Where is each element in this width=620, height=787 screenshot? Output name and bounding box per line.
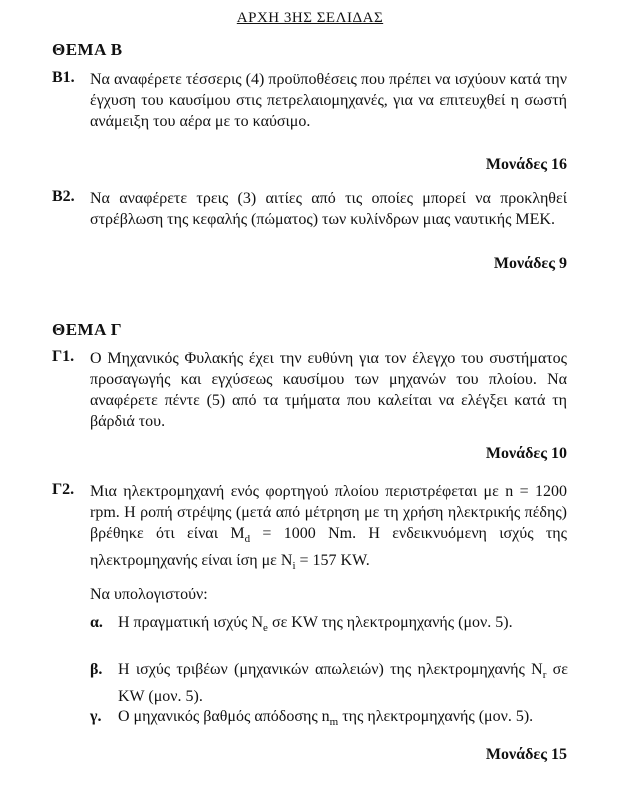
section-title-theme-b: ΘΕΜΑ Β: [52, 40, 123, 59]
question-text: Μια ηλεκτρομηχανή ενός φορτηγού πλοίου περιστρέφεται με n = 1200 rpm. Η ροπή στρέψης (μετά από μέτρηση με τη χρήση ηλεκτρικής πέδης) βρέθηκε ότι είναι $M_d = 1000$ Nm. Η ενδεικνυόμενη ισχύς της ηλεκτρομηχανής είναι ίση με $N_i = 157$ KW.: [90, 483, 568, 573]
marks-b1: Μονάδες 16: [485, 156, 567, 173]
question-number: Γ1.: [52, 348, 75, 365]
question-number: Γ2.: [52, 481, 75, 498]
sub-question-letter: β.: [90, 661, 103, 678]
marks-b2: Μονάδες 9: [493, 255, 567, 272]
page-header: ΑΡΧΗ 3ΗΣ ΣΕΛΙΔΑΣ: [236, 10, 384, 26]
question-c2: [52, 481, 567, 577]
sub-question-b: [90, 659, 568, 707]
section-title-theme-c: ΘΕΜΑ Γ: [52, 320, 123, 339]
sub-question-letter: γ.: [90, 708, 102, 725]
question-c1: [52, 348, 567, 432]
marks-c2: Μονάδες 15: [485, 746, 567, 763]
question-number: Β1.: [52, 69, 75, 86]
sub-question-text: Η ισχύς τριβέων (μηχανικών απωλειών) της ηλεκτρομηχανής $N_r$ σε KW (μον. 5).: [118, 661, 569, 706]
calc-intro: Να υπολογιστούν:: [90, 586, 208, 603]
sub-question-c: [90, 706, 568, 733]
question-b2: [52, 188, 567, 230]
marks-c1: Μονάδες 10: [485, 445, 567, 462]
sub-question-a: [90, 612, 568, 639]
question-text: Ο Μηχανικός Φυλακής έχει την ευθύνη για τον έλεγχο του συστήματος προσαγωγής και εγχύσεως καυσίμου των μηχανών του πλοίου. Να αναφέρετε πέντε (5) από τα τμήματα που καλείται να ελέγξει κατά τη βάρδιά του.: [90, 350, 567, 430]
sub-question-text: Ο μηχανικός βαθμός απόδοσης $n_m$ της ηλεκτρομηχανής (μον. 5).: [118, 708, 534, 729]
question-number: Β2.: [52, 188, 75, 205]
sub-question-letter: α.: [90, 614, 103, 631]
question-b1: [52, 69, 567, 132]
question-text: Να αναφέρετε τέσσερις (4) προϋποθέσεις που πρέπει να ισχύουν κατά την έγχυση του καυσίμου στις πετρελαιομηχανές, για να επιτευχθεί η σωστή ανάμειξη του αέρα με το καύσιμο.: [90, 71, 567, 130]
sub-question-text: Η πραγματική ισχύς $N_e$ σε KW της ηλεκτρομηχανής (μον. 5).: [118, 614, 513, 635]
question-text: Να αναφέρετε τρεις (3) αιτίες από τις οποίες μπορεί να προκληθεί στρέβλωση της κεφαλής (πώματος) των κυλίνδρων μιας ναυτικής ΜΕΚ.: [90, 190, 567, 228]
